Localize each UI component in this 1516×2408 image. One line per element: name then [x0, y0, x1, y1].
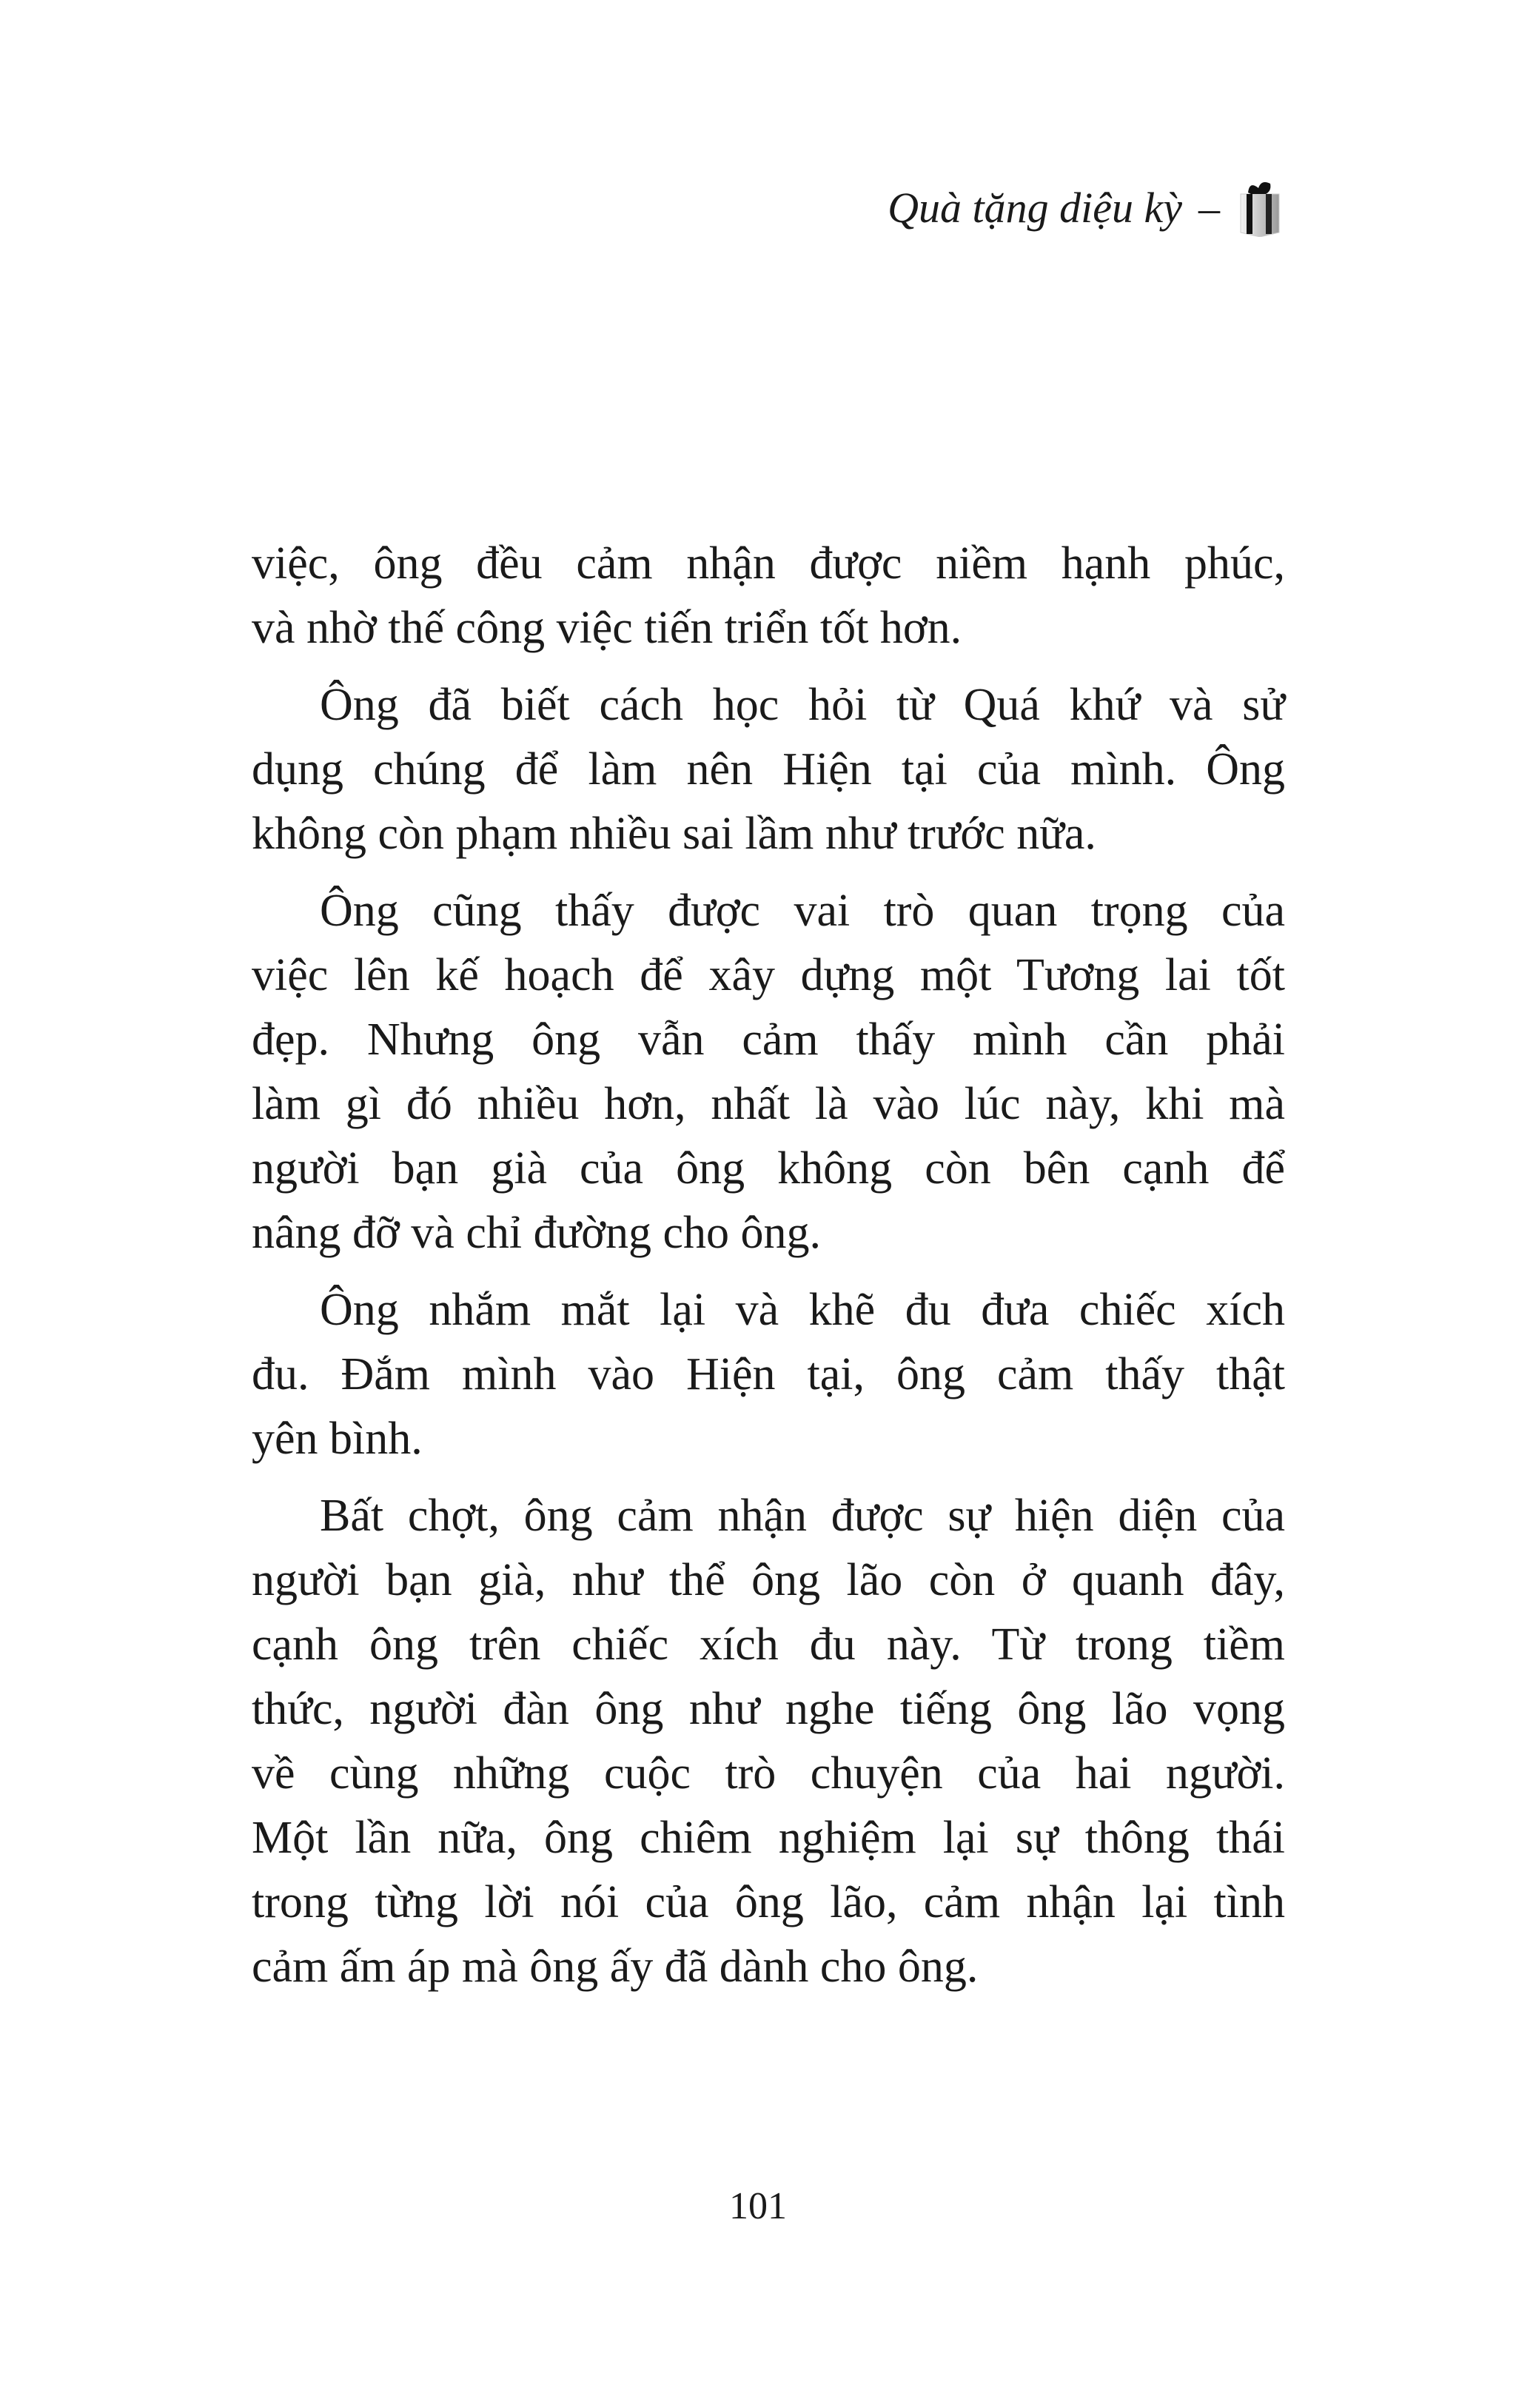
- text-line: trong từng lời nói của ông lão, cảm nhận lại tình: [252, 1877, 1285, 1927]
- text-line: Bất chợt, ông cảm nhận được sự hiện diện của: [320, 1491, 1285, 1541]
- text-line: Ông nhắm mắt lại và khẽ đu đưa chiếc xích: [320, 1285, 1285, 1335]
- book-title: Quà tặng diệu kỳ: [888, 183, 1182, 232]
- paragraph: [252, 673, 1285, 866]
- text-line: dụng chúng để làm nên Hiện tại của mình. Ông: [252, 744, 1285, 795]
- text-line: người bạn già, như thể ông lão còn ở quanh đây,: [252, 1555, 1285, 1605]
- text-line: nâng đỡ và chỉ đường cho ông.: [252, 1208, 821, 1258]
- text-line: không còn phạm nhiều sai lầm như trước nữa.: [252, 809, 1096, 859]
- text-line: đẹp. Nhưng ông vẫn cảm thấy mình cần phải: [252, 1014, 1285, 1065]
- text-line: Ông cũng thấy được vai trò quan trọng của: [320, 886, 1285, 936]
- paragraph: [252, 532, 1285, 660]
- text-line: cạnh ông trên chiếc xích đu này. Từ trong tiềm: [252, 1619, 1285, 1670]
- page-body-text: [252, 532, 1285, 2012]
- paragraph: [252, 1278, 1285, 1471]
- text-line: việc, ông đều cảm nhận được niềm hạnh phúc,: [252, 538, 1285, 589]
- text-line: việc lên kế hoạch để xây dựng một Tương lai tốt: [252, 950, 1285, 1000]
- text-line: và nhờ thế công việc tiến triển tốt hơn.: [252, 603, 962, 653]
- gift-box-icon: [1236, 178, 1284, 237]
- page-number: 101: [729, 2185, 787, 2227]
- header-separator: –: [1198, 183, 1220, 232]
- running-header: [888, 178, 1284, 237]
- text-line: về cùng những cuộc trò chuyện của hai người.: [252, 1748, 1285, 1799]
- text-line: Một lần nữa, ông chiêm nghiệm lại sự thông thái: [252, 1813, 1285, 1863]
- text-line: người bạn già của ông không còn bên cạnh để: [252, 1143, 1285, 1194]
- text-line: làm gì đó nhiều hơn, nhất là vào lúc này, khi mà: [252, 1079, 1285, 1129]
- text-line: yên bình.: [252, 1414, 423, 1464]
- text-line: thức, người đàn ông như nghe tiếng ông lão vọng: [252, 1684, 1285, 1734]
- paragraph: [252, 879, 1285, 1265]
- text-line: Ông đã biết cách học hỏi từ Quá khứ và sử: [320, 680, 1285, 730]
- text-line: cảm ấm áp mà ông ấy đã dành cho ông.: [252, 1942, 979, 1992]
- text-line: đu. Đắm mình vào Hiện tại, ông cảm thấy thật: [252, 1349, 1285, 1399]
- paragraph: [252, 1484, 1285, 1999]
